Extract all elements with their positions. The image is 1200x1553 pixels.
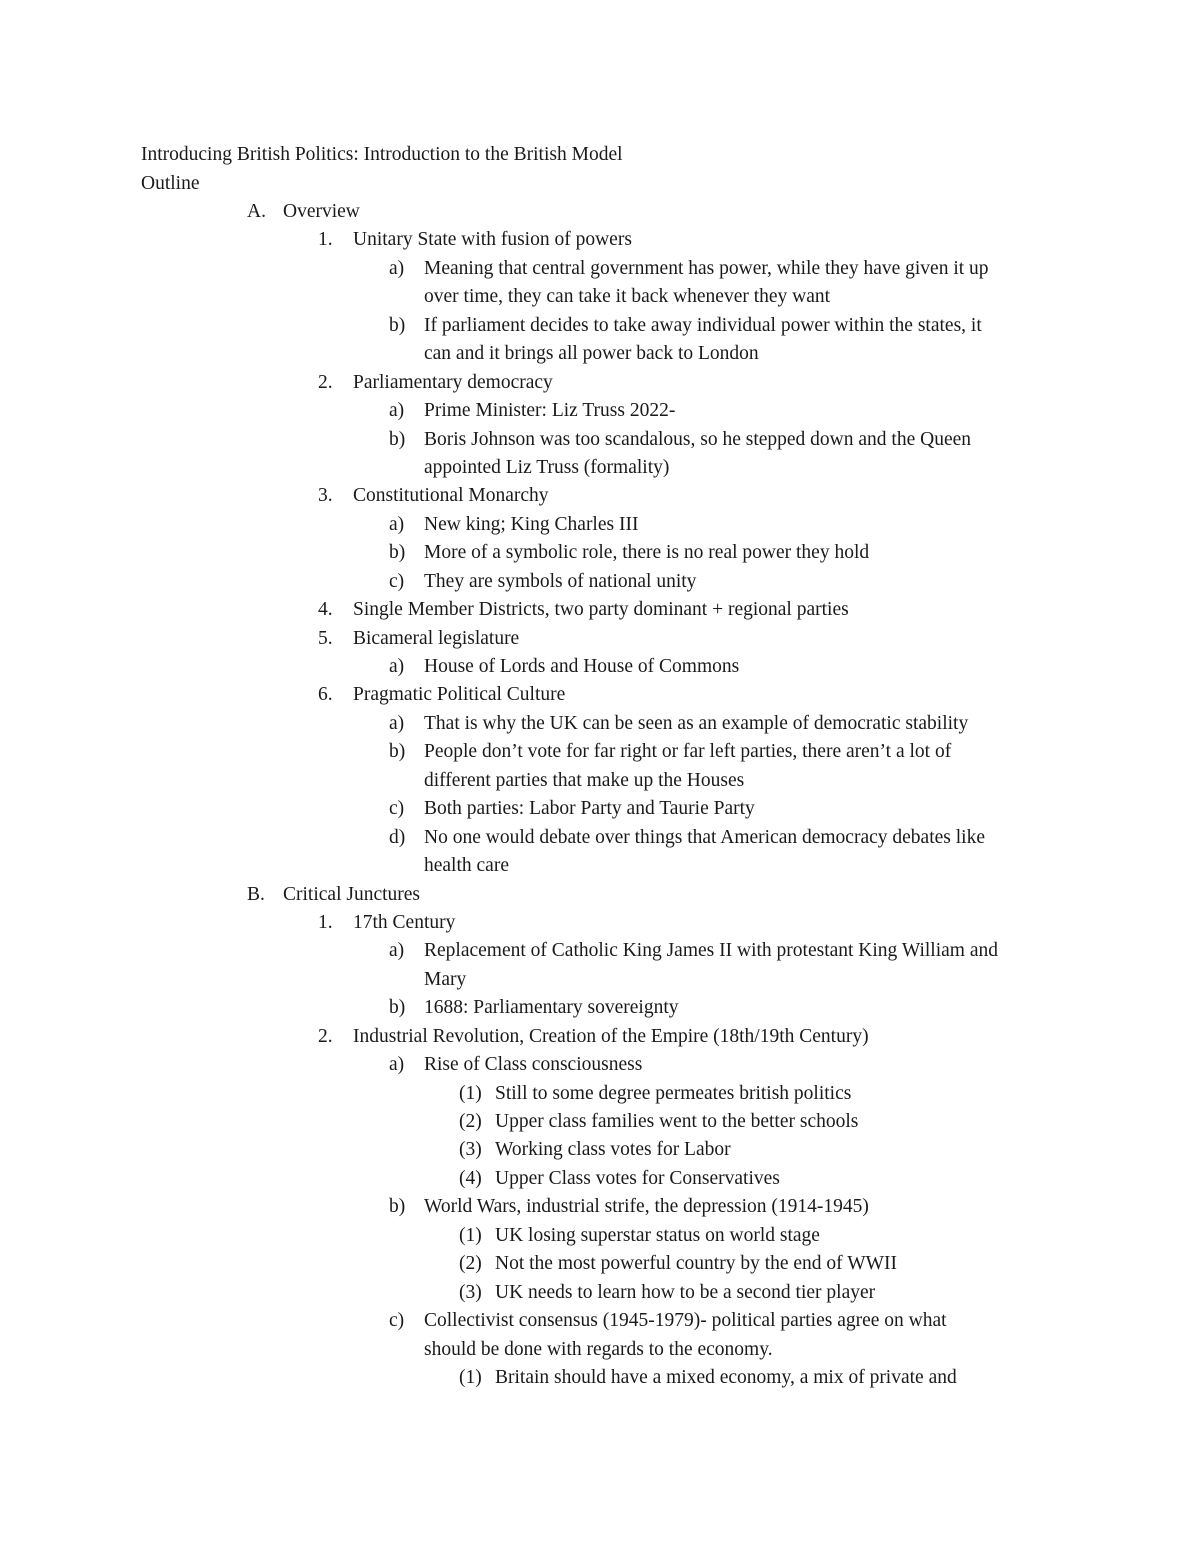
outline-list — [0, 198, 1200, 1392]
outline-text: More of a symbolic role, there is no real power they hold — [424, 542, 870, 564]
outline-item — [0, 824, 1200, 852]
outline-marker: a) — [389, 400, 405, 422]
outline-item — [0, 426, 1200, 454]
outline-text: Parliamentary democracy — [353, 371, 553, 393]
outline-item — [0, 937, 1200, 965]
outline-item — [0, 1193, 1200, 1221]
outline-item — [0, 653, 1200, 681]
outline-marker: c) — [389, 570, 405, 592]
outline-item-continuation — [0, 852, 1200, 880]
outline-item-continuation — [0, 1336, 1200, 1364]
outline-marker: 2. — [318, 371, 333, 393]
outline-marker: B. — [247, 883, 265, 905]
outline-marker: 2. — [318, 1025, 333, 1047]
outline-item — [0, 255, 1200, 283]
outline-item — [0, 1279, 1200, 1307]
outline-item-continuation — [0, 283, 1200, 311]
outline-text: should be done with regards to the economy. — [424, 1338, 773, 1360]
outline-item — [0, 226, 1200, 254]
outline-marker: (1) — [459, 1366, 482, 1388]
outline-marker: d) — [389, 826, 406, 848]
outline-marker: a) — [389, 257, 405, 279]
outline-text: Still to some degree permeates british politics — [495, 1082, 852, 1104]
outline-item-continuation — [0, 454, 1200, 482]
outline-marker: a) — [389, 1054, 405, 1076]
outline-text: appointed Liz Truss (formality) — [424, 456, 670, 478]
outline-text: Both parties: Labor Party and Taurie Party — [424, 798, 755, 820]
outline-item — [0, 710, 1200, 738]
outline-text: Mary — [424, 968, 467, 990]
outline-item — [0, 1051, 1200, 1079]
outline-text: Meaning that central government has power, while they have given it up — [424, 257, 989, 279]
outline-marker: a) — [389, 513, 405, 535]
outline-text: If parliament decides to take away individual power within the states, it — [424, 314, 982, 336]
outline-marker: b) — [389, 741, 406, 763]
outline-text: Constitutional Monarchy — [353, 485, 549, 507]
outline-text: Single Member Districts, two party dominant + regional parties — [353, 599, 849, 621]
outline-marker: 4. — [318, 599, 333, 621]
outline-marker: b) — [389, 314, 406, 336]
outline-text: 17th Century — [353, 911, 456, 933]
outline-marker: (3) — [459, 1139, 482, 1161]
outline-item — [0, 369, 1200, 397]
outline-item — [0, 1136, 1200, 1164]
outline-marker: a) — [389, 940, 405, 962]
outline-text: Collectivist consensus (1945-1979)- political parties agree on what — [424, 1310, 947, 1332]
outline-text: Working class votes for Labor — [495, 1139, 731, 1161]
outline-text: Upper Class votes for Conservatives — [495, 1167, 780, 1189]
outline-item — [0, 1080, 1200, 1108]
outline-item — [0, 1364, 1200, 1392]
outline-text: They are symbols of national unity — [424, 570, 697, 592]
outline-item — [0, 1222, 1200, 1250]
outline-marker: (1) — [459, 1224, 482, 1246]
outline-item-continuation — [0, 340, 1200, 368]
outline-item — [0, 312, 1200, 340]
outline-item — [0, 994, 1200, 1022]
outline-item — [0, 909, 1200, 937]
outline-text: Bicameral legislature — [353, 627, 520, 649]
outline-text: health care — [424, 855, 509, 877]
outline-item — [0, 539, 1200, 567]
outline-text: UK needs to learn how to be a second tier player — [495, 1281, 876, 1303]
outline-marker: 5. — [318, 627, 333, 649]
outline-marker: b) — [389, 1196, 406, 1218]
outline-marker: 3. — [318, 485, 333, 507]
outline-marker: c) — [389, 798, 405, 820]
outline-marker: b) — [389, 542, 406, 564]
outline-item — [0, 681, 1200, 709]
outline-marker: b) — [389, 997, 406, 1019]
outline-text: different parties that make up the Houses — [424, 769, 745, 791]
outline-text: Overview — [283, 201, 360, 222]
outline-text: Prime Minister: Liz Truss 2022- — [424, 400, 676, 422]
outline-text: Boris Johnson was too scandalous, so he stepped down and the Queen — [424, 428, 971, 450]
outline-text: Britain should have a mixed economy, a mix of private and — [495, 1366, 957, 1388]
outline-marker: 1. — [318, 911, 333, 933]
outline-item — [0, 1108, 1200, 1136]
outline-text: Rise of Class consciousness — [424, 1054, 643, 1076]
outline-marker: (3) — [459, 1281, 482, 1303]
document-subtitle: Outline — [141, 172, 200, 194]
outline-marker: (2) — [459, 1253, 482, 1275]
outline-text: That is why the UK can be seen as an example of democratic stability — [424, 712, 969, 734]
outline-item-continuation — [0, 966, 1200, 994]
outline-text: Not the most powerful country by the end of WWII — [495, 1253, 897, 1275]
outline-text: Upper class families went to the better schools — [495, 1111, 859, 1132]
outline-item — [0, 198, 1200, 226]
outline-text: House of Lords and House of Commons — [424, 656, 740, 677]
outline-marker: b) — [389, 428, 406, 450]
outline-item — [0, 1165, 1200, 1193]
outline-item — [0, 482, 1200, 510]
outline-item — [0, 1250, 1200, 1278]
outline-marker: c) — [389, 1310, 405, 1332]
outline-item — [0, 1307, 1200, 1335]
outline-item-continuation — [0, 767, 1200, 795]
outline-marker: 1. — [318, 229, 333, 251]
outline-text: No one would debate over things that American democracy debates like — [424, 826, 985, 848]
outline-text: Unitary State with fusion of powers — [353, 229, 632, 251]
outline-text: Replacement of Catholic King James II with protestant King William and — [424, 940, 998, 962]
outline-text: Critical Junctures — [283, 883, 421, 905]
outline-text: People don’t vote for far right or far left parties, there aren’t a lot of — [424, 741, 952, 763]
outline-marker: (1) — [459, 1082, 482, 1104]
outline-marker: A. — [247, 201, 266, 222]
outline-marker: 6. — [318, 684, 333, 706]
outline-text: over time, they can take it back whenever they want — [424, 286, 831, 308]
outline-text: Industrial Revolution, Creation of the Empire (18th/19th Century) — [353, 1025, 869, 1047]
outline-text: New king; King Charles III — [424, 513, 639, 535]
outline-item — [0, 1023, 1200, 1051]
outline-item — [0, 596, 1200, 624]
outline-text: UK losing superstar status on world stage — [495, 1224, 820, 1246]
outline-marker: (4) — [459, 1167, 482, 1189]
outline-item — [0, 795, 1200, 823]
outline-text: Pragmatic Political Culture — [353, 684, 566, 706]
outline-marker: (2) — [459, 1111, 482, 1132]
outline-text: can and it brings all power back to London — [424, 343, 759, 365]
document-title: Introducing British Politics: Introduction to the British Model — [141, 144, 623, 165]
outline-item — [0, 625, 1200, 653]
outline-text: 1688: Parliamentary sovereignty — [424, 997, 679, 1019]
outline-text: World Wars, industrial strife, the depression (1914-1945) — [424, 1196, 869, 1218]
outline-item — [0, 881, 1200, 909]
outline-marker: a) — [389, 656, 405, 677]
outline-item — [0, 568, 1200, 596]
outline-item — [0, 738, 1200, 766]
outline-item — [0, 397, 1200, 425]
outline-item — [0, 511, 1200, 539]
outline-marker: a) — [389, 712, 405, 734]
